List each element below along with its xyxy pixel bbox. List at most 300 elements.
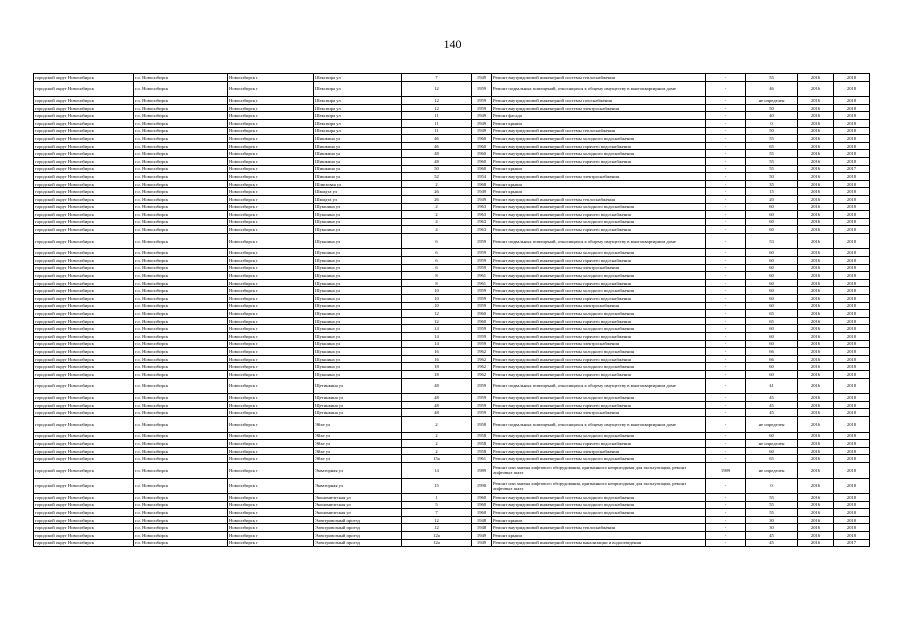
house-cell: 15а [402,455,472,463]
year-cell: 1962 [472,348,492,356]
municipality-cell: городской округ Новосибирск [34,81,134,97]
street-cell: Шукшина ул [314,370,402,378]
district-cell: г.о. Новосибирск [134,173,228,181]
end-year-cell: 2018 [834,333,870,341]
work-type-cell: Ремонт подвальных помещений, относящихся к общему имуществу в многоквартирном доме [492,416,706,432]
settlement-cell: Новосибирск г [228,370,314,378]
year-cell: 1962 [472,363,492,371]
settlement-cell: Новосибирск г [228,226,314,234]
end-year-cell: 2018 [834,279,870,287]
municipality-cell: городской округ Новосибирск [34,478,134,494]
end-year-cell: 2018 [834,272,870,280]
district-cell: г.о. Новосибирск [134,287,228,295]
year-cell: 1949 [472,127,492,135]
table-row [34,104,870,112]
end-year-cell: 2018 [834,302,870,310]
district-cell: г.о. Новосибирск [134,501,228,509]
year-cell: 1958 [472,432,492,440]
end-year-cell: 2018 [834,104,870,112]
start-year-cell: 2016 [798,432,834,440]
settlement-cell: Новосибирск г [228,378,314,394]
work-type-cell: Ремонт внутридомовой инженерной системы холодного водоснабжения [492,501,706,509]
work-type-cell: Ремонт внутридомовой инженерной системы электроснабжения [492,173,706,181]
street-cell: Шукшина ул [314,325,402,333]
table-row [34,112,870,120]
house-cell: 26 [402,188,472,196]
table-row [34,81,870,97]
end-year-cell: 2018 [834,310,870,318]
lift-year-cell: - [706,279,746,287]
house-cell: 14 [402,325,472,333]
district-cell: г.о. Новосибирск [134,211,228,219]
municipality-cell: городской округ Новосибирск [34,104,134,112]
work-type-cell: Ремонт подвальных помещений, относящихся к общему имуществу в многоквартирном доме [492,233,706,249]
district-cell: г.о. Новосибирск [134,378,228,394]
year-cell: 1948 [472,516,492,524]
settlement-cell: Новосибирск г [228,363,314,371]
wear-cell: 60 [746,287,798,295]
municipality-cell: городской округ Новосибирск [34,509,134,517]
table-row [34,394,870,402]
table-row [34,142,870,150]
lift-year-cell: - [706,112,746,120]
start-year-cell: 2016 [798,394,834,402]
district-cell: г.о. Новосибирск [134,104,228,112]
year-cell: 1959 [472,287,492,295]
end-year-cell: 2018 [834,432,870,440]
settlement-cell: Новосибирск г [228,532,314,540]
year-cell: 1959 [472,340,492,348]
year-cell: 1962 [472,355,492,363]
wear-cell: 60 [746,272,798,280]
settlement-cell: Новосибирск г [228,119,314,127]
work-type-cell: Ремонт внутридомовой инженерной системы холодного водоснабжения [492,272,706,280]
settlement-cell: Новосибирск г [228,432,314,440]
municipality-cell: городской округ Новосибирск [34,157,134,165]
work-type-cell: Ремонт внутридомовой инженерной системы канализации и водоотведения [492,539,706,547]
year-cell: 1959 [472,333,492,341]
table-row [34,532,870,540]
wear-cell: 66 [746,348,798,356]
district-cell: г.о. Новосибирск [134,97,228,105]
house-cell: 46 [402,135,472,143]
start-year-cell: 2016 [798,119,834,127]
year-cell: 1959 [472,401,492,409]
wear-cell: не определен [746,97,798,105]
house-cell: 4 [402,218,472,226]
start-year-cell: 2016 [798,363,834,371]
lift-year-cell: - [706,432,746,440]
year-cell: 1960 [472,310,492,318]
end-year-cell: 2018 [834,348,870,356]
year-cell: 1949 [472,539,492,547]
street-cell: Электровозный проезд [314,539,402,547]
district-cell: г.о. Новосибирск [134,203,228,211]
end-year-cell: 2018 [834,249,870,257]
municipality-cell: городской округ Новосибирск [34,516,134,524]
table-row [34,264,870,272]
wear-cell: 53 [746,233,798,249]
settlement-cell: Новосибирск г [228,195,314,203]
table-row [34,539,870,547]
district-cell: г.о. Новосибирск [134,509,228,517]
district-cell: г.о. Новосибирск [134,478,228,494]
table-row [34,165,870,173]
district-cell: г.о. Новосибирск [134,249,228,257]
municipality-cell: городской округ Новосибирск [34,355,134,363]
start-year-cell: 2016 [798,195,834,203]
municipality-cell: городской округ Новосибирск [34,447,134,455]
start-year-cell: 2016 [798,524,834,532]
end-year-cell: 2018 [834,203,870,211]
work-type-cell: Ремонт внутридомовой инженерной системы горячего водоснабжения [492,401,706,409]
district-cell: г.о. Новосибирск [134,188,228,196]
district-cell: г.о. Новосибирск [134,279,228,287]
work-type-cell: Ремонт внутридомовой инженерной системы холодного водоснабжения [492,135,706,143]
street-cell: Шишкина ул [314,142,402,150]
end-year-cell: 2018 [834,119,870,127]
district-cell: г.о. Новосибирск [134,516,228,524]
wear-cell: 20 [746,195,798,203]
wear-cell: 45 [746,401,798,409]
house-cell: 8 [402,279,472,287]
house-cell: 46 [402,142,472,150]
street-cell: Экваторная ул [314,478,402,494]
start-year-cell: 2016 [798,150,834,158]
wear-cell: 45 [746,539,798,547]
start-year-cell: 2016 [798,211,834,219]
table-row [34,211,870,219]
street-cell: Шекспира ул [314,119,402,127]
end-year-cell: 2018 [834,355,870,363]
start-year-cell: 2016 [798,165,834,173]
municipality-cell: городской округ Новосибирск [34,226,134,234]
settlement-cell: Новосибирск г [228,165,314,173]
year-cell: 1949 [472,74,492,82]
settlement-cell: Новосибирск г [228,142,314,150]
municipality-cell: городской округ Новосибирск [34,440,134,448]
lift-year-cell: - [706,218,746,226]
house-cell: 48 [402,394,472,402]
street-cell: Эйхе ул [314,455,402,463]
year-cell: 1960 [472,317,492,325]
district-cell: г.о. Новосибирск [134,233,228,249]
house-cell: 7 [402,74,472,82]
district-cell: г.о. Новосибирск [134,355,228,363]
lift-year-cell: - [706,455,746,463]
end-year-cell: 2018 [834,226,870,234]
settlement-cell: Новосибирск г [228,211,314,219]
end-year-cell: 2018 [834,218,870,226]
year-cell: 1961 [472,455,492,463]
house-cell: 12 [402,516,472,524]
municipality-cell: городской округ Новосибирск [34,340,134,348]
district-cell: г.о. Новосибирск [134,524,228,532]
street-cell: Шишкина ул [314,165,402,173]
lift-year-cell: - [706,165,746,173]
start-year-cell: 2016 [798,203,834,211]
wear-cell: 60 [746,325,798,333]
wear-cell: 0 [746,119,798,127]
district-cell: г.о. Новосибирск [134,409,228,417]
street-cell: Экономическая ул [314,501,402,509]
house-cell: 6 [402,233,472,249]
municipality-cell: городской округ Новосибирск [34,348,134,356]
table-row [34,257,870,265]
house-cell: 1 [402,494,472,502]
municipality-cell: городской округ Новосибирск [34,142,134,150]
district-cell: г.о. Новосибирск [134,462,228,478]
street-cell: Шекспира ул [314,97,402,105]
year-cell: 1949 [472,119,492,127]
table-row [34,516,870,524]
start-year-cell: 2016 [798,532,834,540]
district-cell: г.о. Новосибирск [134,539,228,547]
house-cell: 5 [402,501,472,509]
municipality-cell: городской округ Новосибирск [34,257,134,265]
table-row [34,295,870,303]
municipality-cell: городской округ Новосибирск [34,264,134,272]
street-cell: Электровозный проезд [314,532,402,540]
street-cell: Шишкина ул [314,157,402,165]
table-row [34,97,870,105]
year-cell: 1949 [472,188,492,196]
wear-cell: 60 [746,257,798,265]
settlement-cell: Новосибирск г [228,394,314,402]
municipality-cell: городской округ Новосибирск [34,150,134,158]
table-row [34,135,870,143]
street-cell: Шекспира ул [314,74,402,82]
settlement-cell: Новосибирск г [228,264,314,272]
end-year-cell: 2018 [834,532,870,540]
house-cell: 11 [402,127,472,135]
street-cell: Шлюзовая ул [314,180,402,188]
year-cell: 1968 [472,180,492,188]
wear-cell: 60 [746,363,798,371]
table-row [34,150,870,158]
municipality-cell: городской округ Новосибирск [34,127,134,135]
start-year-cell: 2016 [798,317,834,325]
lift-year-cell: - [706,532,746,540]
table-row [34,478,870,494]
work-type-cell: Ремонт внутридомовой инженерной системы холодного водоснабжения [492,509,706,517]
year-cell: 1959 [472,257,492,265]
house-cell: 26 [402,195,472,203]
table-row [34,317,870,325]
work-type-cell: Ремонт подвальных помещений, относящихся к общему имуществу в многоквартирном доме [492,378,706,394]
settlement-cell: Новосибирск г [228,135,314,143]
district-cell: г.о. Новосибирск [134,119,228,127]
municipality-cell: городской округ Новосибирск [34,539,134,547]
municipality-cell: городской округ Новосибирск [34,112,134,120]
house-cell: 48 [402,401,472,409]
wear-cell: 50 [746,104,798,112]
house-cell: 14 [402,340,472,348]
settlement-cell: Новосибирск г [228,218,314,226]
settlement-cell: Новосибирск г [228,180,314,188]
lift-year-cell: - [706,355,746,363]
settlement-cell: Новосибирск г [228,455,314,463]
lift-year-cell: - [706,119,746,127]
year-cell: 1963 [472,218,492,226]
end-year-cell: 2018 [834,478,870,494]
lift-year-cell: - [706,287,746,295]
street-cell: Шукшина ул [314,257,402,265]
table-row [34,173,870,181]
wear-cell: не определен [746,416,798,432]
settlement-cell: Новосибирск г [228,524,314,532]
settlement-cell: Новосибирск г [228,516,314,524]
work-type-cell: Ремонт крыши [492,165,706,173]
street-cell: Шукшина ул [314,279,402,287]
work-type-cell: Ремонт внутридомовой инженерной системы холодного водоснабжения [492,432,706,440]
settlement-cell: Новосибирск г [228,325,314,333]
street-cell: Шукшина ул [314,363,402,371]
settlement-cell: Новосибирск г [228,233,314,249]
end-year-cell: 2018 [834,264,870,272]
lift-year-cell: - [706,370,746,378]
municipality-cell: городской округ Новосибирск [34,218,134,226]
start-year-cell: 2016 [798,173,834,181]
wear-cell: 45 [746,394,798,402]
lift-year-cell: - [706,81,746,97]
year-cell: 1949 [472,195,492,203]
year-cell: 1962 [472,370,492,378]
wear-cell: 60 [746,226,798,234]
lift-year-cell: - [706,272,746,280]
end-year-cell: 2018 [834,363,870,371]
end-year-cell: 2018 [834,501,870,509]
house-cell: 6 [402,249,472,257]
settlement-cell: Новосибирск г [228,295,314,303]
lift-year-cell: - [706,440,746,448]
year-cell: 1959 [472,325,492,333]
year-cell: 1961 [472,279,492,287]
settlement-cell: Новосибирск г [228,348,314,356]
district-cell: г.о. Новосибирск [134,135,228,143]
year-cell: 1959 [472,295,492,303]
end-year-cell: 2018 [834,509,870,517]
district-cell: г.о. Новосибирск [134,165,228,173]
table-row [34,416,870,432]
municipality-cell: городской округ Новосибирск [34,501,134,509]
street-cell: Щетинкина ул [314,401,402,409]
municipality-cell: городской округ Новосибирск [34,401,134,409]
start-year-cell: 2016 [798,188,834,196]
municipality-cell: городской округ Новосибирск [34,295,134,303]
district-cell: г.о. Новосибирск [134,370,228,378]
start-year-cell: 2016 [798,455,834,463]
table-row [34,432,870,440]
lift-year-cell: - [706,509,746,517]
table-row [34,180,870,188]
wear-cell: 65 [746,142,798,150]
district-cell: г.о. Новосибирск [134,348,228,356]
settlement-cell: Новосибирск г [228,401,314,409]
work-type-cell: Ремонт крыши [492,532,706,540]
wear-cell: 30 [746,516,798,524]
house-cell: 12 [402,104,472,112]
work-type-cell: Ремонт крыши [492,119,706,127]
wear-cell: 55 [746,165,798,173]
end-year-cell: 2018 [834,257,870,265]
year-cell: 1959 [472,97,492,105]
street-cell: Эйхе ул [314,447,402,455]
work-type-cell: Ремонт внутридомовой инженерной системы электроснабжения [492,409,706,417]
start-year-cell: 2016 [798,279,834,287]
street-cell: Шукшина ул [314,287,402,295]
municipality-cell: городской округ Новосибирск [34,416,134,432]
wear-cell: 41 [746,378,798,394]
end-year-cell: 2018 [834,127,870,135]
house-cell: 18 [402,370,472,378]
settlement-cell: Новосибирск г [228,509,314,517]
wear-cell: 55 [746,74,798,82]
district-cell: г.о. Новосибирск [134,310,228,318]
table-row [34,348,870,356]
house-cell: 8 [402,272,472,280]
municipality-cell: городской округ Новосибирск [34,310,134,318]
lift-year-cell: - [706,195,746,203]
end-year-cell: 2018 [834,370,870,378]
work-type-cell: Ремонт внутридомовой инженерной системы холодного водоснабжения [492,394,706,402]
settlement-cell: Новосибирск г [228,97,314,105]
work-type-cell: Ремонт внутридомовой инженерной системы электроснабжения [492,104,706,112]
lift-year-cell: - [706,157,746,165]
start-year-cell: 2016 [798,112,834,120]
start-year-cell: 2016 [798,157,834,165]
table-row [34,440,870,448]
street-cell: Шукшина ул [314,226,402,234]
lift-year-cell: - [706,409,746,417]
street-cell: Шмидта ул [314,188,402,196]
house-cell: 48 [402,378,472,394]
municipality-cell: городской округ Новосибирск [34,173,134,181]
settlement-cell: Новосибирск г [228,279,314,287]
municipality-cell: городской округ Новосибирск [34,165,134,173]
lift-year-cell: - [706,516,746,524]
house-cell: 50 [402,165,472,173]
table-row [34,462,870,478]
end-year-cell: 2018 [834,195,870,203]
table-row [34,409,870,417]
table-body [34,74,870,547]
street-cell: Шишкина ул [314,173,402,181]
settlement-cell: Новосибирск г [228,81,314,97]
street-cell: Экономическая ул [314,509,402,517]
table-row [34,287,870,295]
settlement-cell: Новосибирск г [228,74,314,82]
table-row [34,401,870,409]
settlement-cell: Новосибирск г [228,539,314,547]
work-type-cell: Ремонт внутридомовой инженерной системы холодного водоснабжения [492,203,706,211]
end-year-cell: 2018 [834,157,870,165]
wear-cell: 55 [746,509,798,517]
work-type-cell: Ремонт внутридомовой инженерной системы холодного водоснабжения [492,150,706,158]
lift-year-cell: - [706,211,746,219]
year-cell: 1960 [472,165,492,173]
wear-cell: 46 [746,81,798,97]
lift-year-cell: - [706,74,746,82]
year-cell: 1963 [472,203,492,211]
municipality-cell: городской округ Новосибирск [34,135,134,143]
street-cell: Шукшина ул [314,211,402,219]
work-type-cell: Ремонт внутридомовой инженерной системы теплоснабжения [492,74,706,82]
house-cell: 12а [402,539,472,547]
street-cell: Шекспира ул [314,104,402,112]
municipality-cell: городской округ Новосибирск [34,279,134,287]
street-cell: Шекспира ул [314,127,402,135]
